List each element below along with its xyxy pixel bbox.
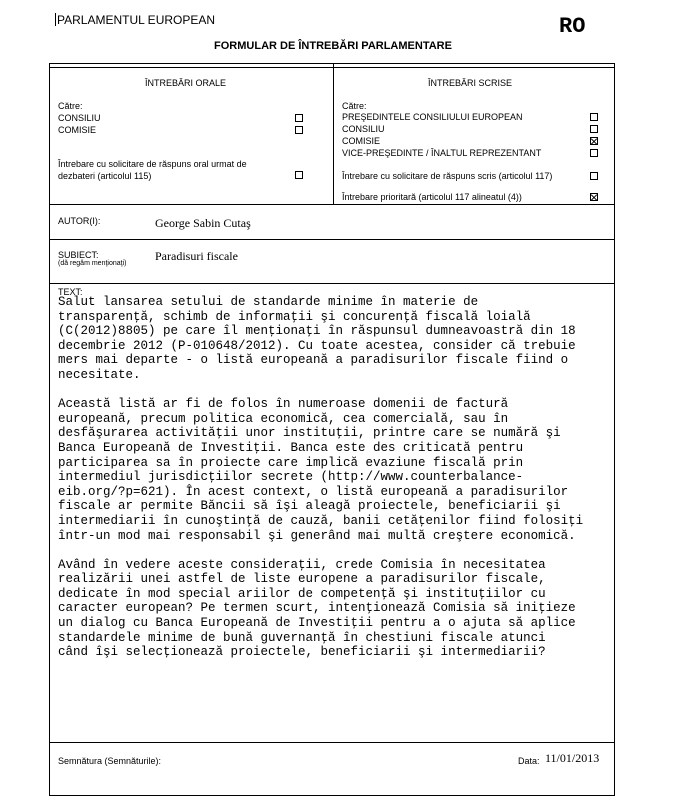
written-council-checkbox[interactable] (590, 125, 598, 133)
author-value: George Sabin Cutaş (155, 216, 251, 230)
divider-author (50, 204, 614, 205)
written-recipient-label: VICE-PREŞEDINTE / ÎNALTUL REPREZENTANT (342, 148, 542, 158)
oral-debate-label: Întrebare cu solicitare de răspuns oral urmat de (58, 159, 247, 169)
text-label: TEXT: (58, 287, 83, 297)
divider-subject (50, 239, 614, 240)
paragraph: Având în vedere aceste consideraţii, crede Comisia în necesitatea realizării unei astfel de liste europene a paradisurilor fiscale, dedicate în mod special ariilor de competenţă şi instituţiilor cu caracter european? Pe termen scurt, intenţionează Comisia să iniţieze un dialog cu Banca Europeană de Investiţii pentru a o ajuta să aplice standardele minime de bună guvernanţă în chestiuni fiscale atunci când îşi selecţionează proiectele, beneficiarii şi intermediarii? (58, 557, 576, 660)
paragraph: Salut lansarea setului de standarde minime în materie de transparenţă, schimb de informaţii şi concurenţă fiscală loială (C(2012)8805) pe care îl menţionaţi în răspunsul dumneavoastră din 18 decembrie 2012 (P-010648/2012). Cu toate acestea, consider că trebuie mers mai departe - o listă europeană a paradisurilor fiscale fiind o necesitate. (58, 295, 576, 382)
written-commission-checkbox[interactable] (590, 137, 598, 145)
written-president-checkbox[interactable] (590, 113, 598, 121)
oral-debate-checkbox[interactable] (295, 171, 303, 179)
written-heading: ÎNTREBĂRI SCRISE (428, 78, 513, 88)
divider-text (50, 283, 614, 284)
priority-checkbox[interactable] (590, 193, 598, 201)
oral-debate-label: dezbateri (articolul 115) (58, 171, 152, 181)
written-vp-hr-checkbox[interactable] (590, 149, 598, 157)
subject-note: (dă regăm menţionaţi) (58, 260, 127, 267)
form-title: FORMULAR DE ÎNTREBĂRI PARLAMENTARE (214, 40, 452, 52)
divider-footer (50, 742, 614, 743)
written-to-label: Către: (342, 101, 367, 111)
subject-value: Paradisuri fiscale (155, 249, 238, 263)
written-recipient-label: CONSILIU (342, 124, 385, 134)
priority-label: Întrebare prioritară (articolul 117 alineatul (4)) (342, 192, 522, 202)
oral-council-checkbox[interactable] (295, 114, 303, 122)
paragraph: Această listă ar fi de folos în numeroase domenii de factură europeană, precum politica economică, cea comercială, sau în desfăşurarea activităţii unor instituţii, printre care se numără şi Banca Europeană de Investiţii. Banca este des criticată pentru participarea sa în proiecte care implică evaziune fiscală prin intermediul jurisdicţiilor secrete (http://www.counterbalance- eib.org/?p=621). În acest context, o listă europeană a paradisurilor fiscale ar permite Băncii să îşi aleagă proiectele, beneficiarii şi intermediarii în cunoştinţă de cauză, banii cetăţenilor fiind folosiţi într-un mod mai responsabil şi generând mai multă creştere economică. (58, 397, 584, 543)
question-body (58, 295, 583, 660)
written-answer-label: Întrebare cu solicitare de răspuns scris (articolul 117) (342, 171, 553, 181)
signature-label: Semnătura (Semnăturile): (58, 756, 162, 766)
top-double-line (50, 67, 614, 68)
language-code: RO (559, 14, 586, 39)
written-recipient-label: PREŞEDINTELE CONSILIULUI EUROPEAN (342, 112, 523, 122)
organization-name: PARLAMENTUL EUROPEAN (57, 13, 216, 27)
oral-heading: ÎNTREBĂRI ORALE (145, 78, 227, 88)
oral-recipient-label: COMISIE (58, 125, 97, 135)
subject-label: SUBIECT: (58, 250, 99, 260)
oral-recipient-label: CONSILIU (58, 113, 101, 123)
author-label: AUTOR(I): (58, 216, 101, 226)
oral-to-label: Către: (58, 101, 83, 111)
column-divider (333, 64, 334, 204)
written-answer-checkbox[interactable] (590, 172, 598, 180)
oral-commission-checkbox[interactable] (295, 126, 303, 134)
date-value: 11/01/2013 (545, 751, 600, 765)
written-recipient-label: COMISIE (342, 136, 381, 146)
date-label: Data: (518, 756, 540, 766)
